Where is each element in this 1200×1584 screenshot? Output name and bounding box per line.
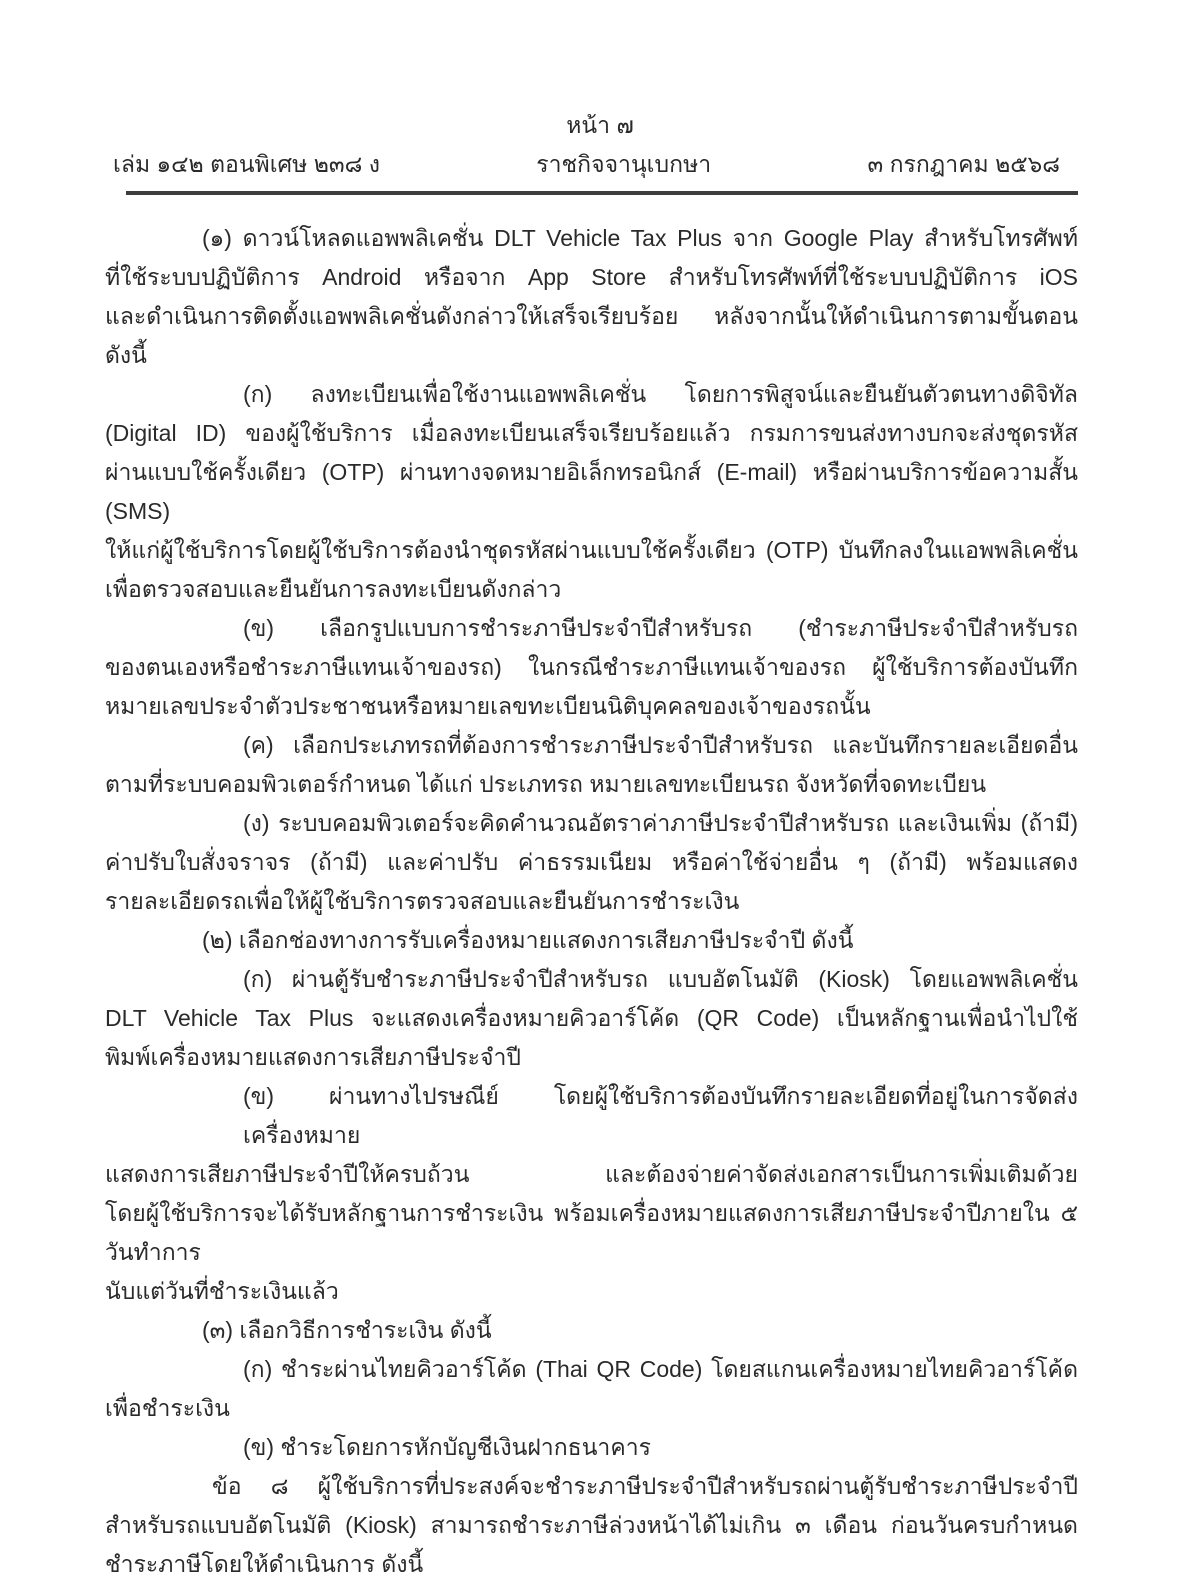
text-line: (ง) ระบบคอมพิวเตอร์จะคิดคำนวณอัตราค่าภาษีประจำปีสำหรับรถ และเงินเพิ่ม (ถ้ามี) xyxy=(243,810,1078,836)
text-line: (๓) เลือกวิธีการชำระเงิน ดังนี้ xyxy=(202,1317,492,1343)
text-line: (๑) ดาวน์โหลดแอพพลิเคชั่น DLT Vehicle Tax Plus จาก Google Play สำหรับโทรศัพท์ xyxy=(202,225,1078,251)
page-number: หน้า ๗ xyxy=(566,112,634,138)
gazette-title: ราชกิจจานุเบกษา xyxy=(536,151,712,177)
text-line: DLT Vehicle Tax Plus จะแสดงเครื่องหมายคิวอาร์โค้ด (QR Code) เป็นหลักฐานเพื่อนำไปใช้ xyxy=(105,1005,1078,1031)
text-line: นับแต่วันที่ชำระเงินแล้ว xyxy=(105,1278,339,1304)
text-line: แสดงการเสียภาษีประจำปีให้ครบถ้วน และต้องจ่ายค่าจัดส่งเอกสารเป็นการเพิ่มเติมด้วย xyxy=(105,1161,1078,1187)
text-line: (ข) เลือกรูปแบบการชำระภาษีประจำปีสำหรับรถ (ชำระภาษีประจำปีสำหรับรถ xyxy=(243,615,1078,641)
text-line: ข้อ ๘ ผู้ใช้บริการที่ประสงค์จะชำระภาษีประจำปีสำหรับรถผ่านตู้รับชำระภาษีประจำปี xyxy=(212,1473,1078,1499)
text-line: ที่ใช้ระบบปฏิบัติการ Android หรือจาก App Store สำหรับโทรศัพท์ที่ใช้ระบบปฏิบัติการ iOS xyxy=(105,264,1078,290)
text-line: ชำระภาษีโดยให้ดำเนินการ ดังนี้ xyxy=(105,1551,424,1577)
text-line: เพื่อตรวจสอบและยืนยันการลงทะเบียนดังกล่าว xyxy=(105,576,562,602)
text-line: ให้แก่ผู้ใช้บริการโดยผู้ใช้บริการต้องนำชุดรหัสผ่านแบบใช้ครั้งเดียว (OTP) บันทึกลงในแอพพลิเคชั่น xyxy=(105,537,1078,563)
text-line: (ค) เลือกประเภทรถที่ต้องการชำระภาษีประจำปีสำหรับรถ และบันทึกรายละเอียดอื่น xyxy=(243,732,1078,758)
text-line: (ก) ลงทะเบียนเพื่อใช้งานแอพพลิเคชั่น โดยการพิสูจน์และยืนยันตัวตนทางดิจิทัล xyxy=(243,381,1078,407)
volume-info: เล่ม ๑๔๒ ตอนพิเศษ ๒๓๘ ง xyxy=(113,151,380,177)
text-line: รายละเอียดรถเพื่อให้ผู้ใช้บริการตรวจสอบและยืนยันการชำระเงิน xyxy=(105,888,740,914)
text-line: (ข) ผ่านทางไปรษณีย์ โดยผู้ใช้บริการต้องบันทึกรายละเอียดที่อยู่ในการจัดส่งเครื่องหมาย xyxy=(243,1083,1078,1148)
document-body xyxy=(105,219,1078,1584)
text-line: (Digital ID) ของผู้ใช้บริการ เมื่อลงทะเบียนเสร็จเรียบร้อยแล้ว กรมการขนส่งทางบกจะส่งชุดรหัส xyxy=(105,420,1078,446)
text-line: (ก) ชำระผ่านไทยคิวอาร์โค้ด (Thai QR Code) โดยสแกนเครื่องหมายไทยคิวอาร์โค้ด xyxy=(243,1356,1078,1382)
text-line: หมายเลขประจำตัวประชาชนหรือหมายเลขทะเบียนนิติบุคคลของเจ้าของรถนั้น xyxy=(105,693,871,719)
text-line: สำหรับรถแบบอัตโนมัติ (Kiosk) สามารถชำระภาษีล่วงหน้าได้ไม่เกิน ๓ เดือน ก่อนวันครบกำหนด xyxy=(105,1512,1078,1538)
text-line: (๒) เลือกช่องทางการรับเครื่องหมายแสดงการเสียภาษีประจำปี ดังนี้ xyxy=(202,927,854,953)
text-line: โดยผู้ใช้บริการจะได้รับหลักฐานการชำระเงิน พร้อมเครื่องหมายแสดงการเสียภาษีประจำปีภายใน ๕ วันทำการ xyxy=(105,1200,1078,1265)
text-line: พิมพ์เครื่องหมายแสดงการเสียภาษีประจำปี xyxy=(105,1044,521,1070)
text-line: (ก) ผ่านตู้รับชำระภาษีประจำปีสำหรับรถ แบบอัตโนมัติ (Kiosk) โดยแอพพลิเคชั่น xyxy=(243,966,1078,992)
text-line: ค่าปรับใบสั่งจราจร (ถ้ามี) และค่าปรับ ค่าธรรมเนียม หรือค่าใช้จ่ายอื่น ๆ (ถ้ามี) พร้อมแสดง xyxy=(105,849,1078,875)
masthead xyxy=(113,149,1060,179)
text-line: ผ่านแบบใช้ครั้งเดียว (OTP) ผ่านทางจดหมายอิเล็กทรอนิกส์ (E-mail) หรือผ่านบริการข้อความสั้น (SMS) xyxy=(105,459,1078,524)
publication-date: ๓ กรกฎาคม ๒๕๖๘ xyxy=(867,151,1060,177)
text-line: และดำเนินการติดตั้งแอพพลิเคชั่นดังกล่าวให้เสร็จเรียบร้อย หลังจากนั้นให้ดำเนินการตามขั้นตอน ดังนี้ xyxy=(105,303,1078,368)
text-line: ของตนเองหรือชำระภาษีแทนเจ้าของรถ) ในกรณีชำระภาษีแทนเจ้าของรถ ผู้ใช้บริการต้องบันทึก xyxy=(105,654,1078,680)
text-line: เพื่อชำระเงิน xyxy=(105,1395,230,1421)
text-line: ตามที่ระบบคอมพิวเตอร์กำหนด ได้แก่ ประเภทรถ หมายเลขทะเบียนรถ จังหวัดที่จดทะเบียน xyxy=(105,771,987,797)
text-line: (ข) ชำระโดยการหักบัญชีเงินฝากธนาคาร xyxy=(243,1434,651,1460)
header-rule xyxy=(126,191,1078,195)
